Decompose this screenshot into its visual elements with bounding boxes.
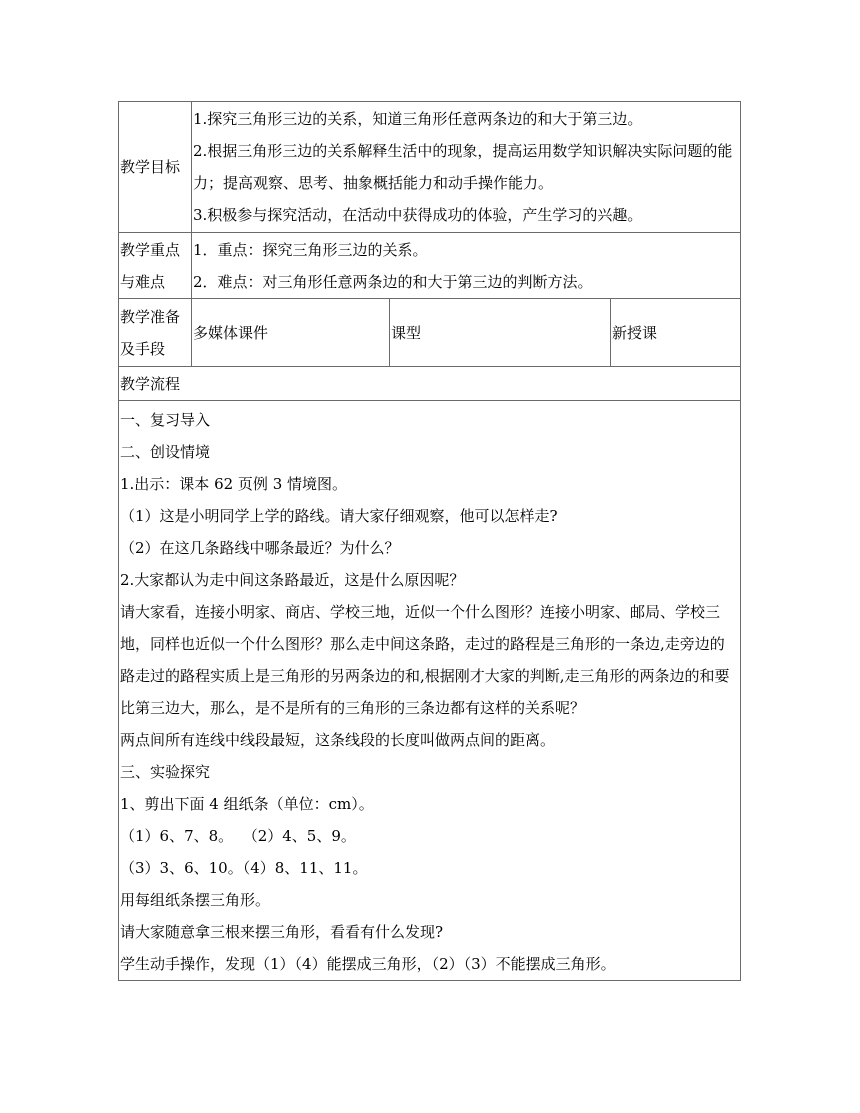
flow-label: 教学流程 [119, 367, 741, 401]
flow-line: 2.大家都认为走中间这条路最近，这是什么原因呢？ [120, 571, 465, 589]
flow-line: 两点间所有连线中线段最短，这条线段的长度叫做两点间的距离。 [120, 731, 556, 749]
flow-line: 1、剪出下面 4 组纸条（单位：cm）。 [120, 795, 374, 813]
objective-item: 2.根据三角形三边的关系解释生活中的现象，提高运用数学知识解决实际问题的能力；提高观察、思考、抽象概括能力和动手操作能力。 [193, 142, 733, 192]
flow-content [119, 401, 741, 981]
objectives-content [192, 102, 741, 233]
flow-line: 二、创设情境 [120, 443, 211, 461]
objectives-row [119, 102, 741, 233]
lesson-plan-table [118, 101, 741, 981]
flow-header-row [119, 367, 741, 401]
lesson-type-value: 新授课 [611, 299, 741, 367]
key-point-item: 2．难点：对三角形任意两条边的和大于第三边的判断方法。 [193, 272, 593, 291]
flow-line: 用每组纸条摆三角形。 [120, 891, 271, 909]
flow-content-row [119, 401, 741, 981]
objective-item: 1.探究三角形三边的关系，知道三角形任意两条边的和大于第三边。 [193, 110, 643, 128]
objectives-label: 教学目标 [119, 102, 192, 233]
preparation-value: 多媒体课件 [192, 299, 390, 367]
flow-line: （1）6、7、8。 （2）4、5、9。 [120, 827, 356, 845]
preparation-label: 教学准备及手段 [119, 299, 192, 367]
flow-paragraph: 请大家看，连接小明家、商店、学校三地，近似一个什么图形？连接小明家、邮局、学校三地，同样也近似一个什么图形？那么走中间这条路，走过的路程是三角形的一条边,走旁边的路走过的路程实质上是三角形的另两条边的和,根据刚才大家的判断,走三角形的两条边的和要比第三边大，那么，是不是所有的三角形的三条边都有这样的关系呢？ [120, 603, 730, 717]
flow-line: 请大家随意拿三根来摆三角形，看看有什么发现? [120, 923, 444, 941]
lesson-type-label: 课型 [390, 299, 611, 367]
flow-line: （2）在这几条路线中哪条最近？为什么？ [120, 539, 400, 557]
flow-line: 三、实验探究 [120, 763, 211, 781]
flow-line: （3）3、6、10。（4）8、11、11。 [120, 859, 368, 877]
objective-item: 3.积极参与探究活动，在活动中获得成功的体验，产生学习的兴趣。 [193, 206, 643, 224]
flow-line: 1.出示：课本 62 页例 3 情境图。 [120, 475, 348, 493]
key-points-label: 教学重点与难点 [119, 233, 192, 299]
key-points-content [192, 233, 741, 299]
flow-line: （1）这是小明同学上学的路线。请大家仔细观察，他可以怎样走? [120, 507, 558, 525]
flow-line: 学生动手操作，发现（1）（4）能摆成三角形，（2）（3）不能摆成三角形。 [120, 955, 616, 973]
key-point-item: 1．重点：探究三角形三边的关系。 [193, 240, 428, 259]
flow-line: 一、复习导入 [120, 411, 211, 429]
preparation-row [119, 299, 741, 367]
key-points-row [119, 233, 741, 299]
